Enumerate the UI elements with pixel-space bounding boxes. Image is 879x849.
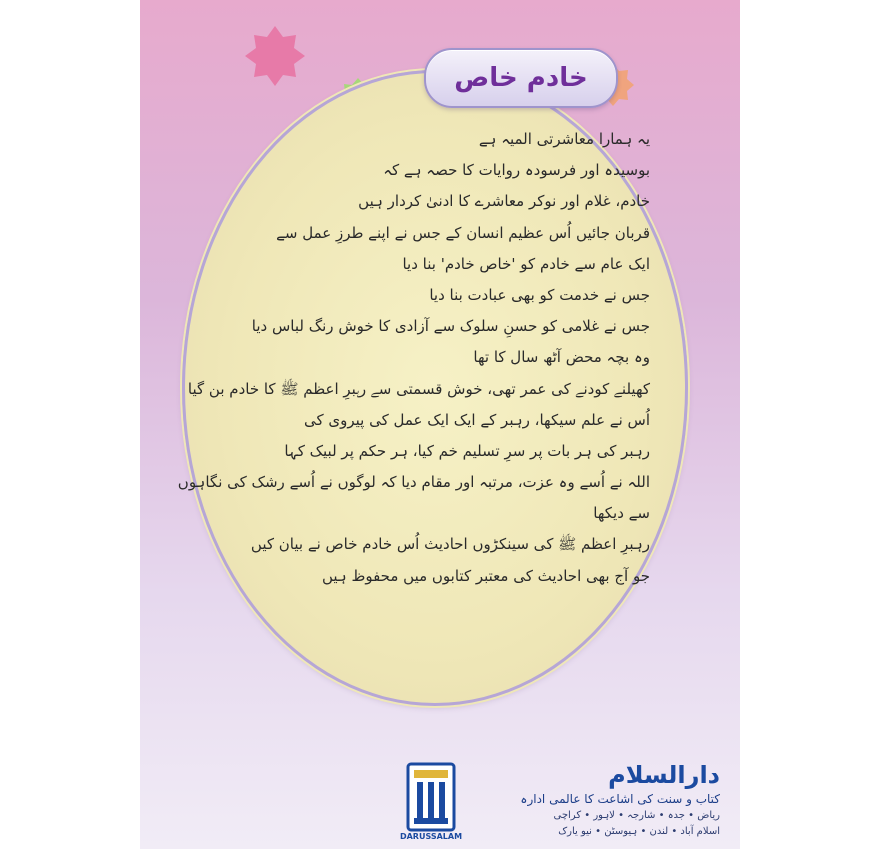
poem-line: رہبر کی ہر بات پر سرِ تسلیم خم کیا، ہر حکم پر لبیک کہا xyxy=(284,441,650,460)
publisher-cities-2: اسلام آباد • لندن • ہیوسٹن • نیو یارک xyxy=(558,826,720,837)
poem-line: رہبرِ اعظم ﷺ کی سینکڑوں احادیث اُس خادم خاص نے بیان کیں xyxy=(250,535,650,554)
poem-line: وہ بچہ محض آٹھ سال کا تھا xyxy=(473,348,650,367)
publisher-tagline: کتاب و سنت کی اشاعت کا عالمی ادارہ xyxy=(520,792,720,806)
logo-text: DARUSSALAM xyxy=(400,832,462,841)
poem-line: جس نے غلامی کو حسنِ سلوک سے آزادی کا خوش رنگ لباس دیا xyxy=(251,317,650,336)
poem-line: قربان جائیں اُس عظیم انسان کے جس نے اپنے طرزِ عمل سے xyxy=(276,223,650,242)
poem-line: بوسیدہ اور فرسودہ روایات کا حصہ ہے کہ xyxy=(383,161,650,180)
publisher-block xyxy=(470,760,720,840)
publisher-name: دارالسلام xyxy=(608,761,720,789)
publisher-cities-1: ریاض • جدہ • شارجہ • لاہور • کراچی xyxy=(553,810,720,821)
poem-line: جو آج بھی احادیث کی معتبر کتابوں میں محفوظ ہیں xyxy=(321,566,650,585)
poem-line: سے دیکھا xyxy=(593,504,650,523)
book-title: خادم خاص xyxy=(454,63,588,93)
poem-line: جس نے خدمت کو بھی عبادت بنا دیا xyxy=(429,285,650,304)
poem-line: یہ ہمارا معاشرتی المیہ ہے xyxy=(478,130,650,148)
star-decoration-pink xyxy=(243,24,307,88)
publisher-logo-icon xyxy=(400,760,462,842)
poem-text xyxy=(177,124,650,592)
poem-line: کھیلنے کودنے کی عمر تھی، خوش قسمتی سے رہبرِ اعظم ﷺ کا خادم بن گیا xyxy=(187,379,650,398)
poem-line: اللہ نے اُسے وہ عزت، مرتبہ اور مقام دیا کہ لوگوں نے اُسے رشک کی نگاہوں xyxy=(177,473,650,492)
book-cover xyxy=(140,0,740,849)
poem-line: اُس نے علم سیکھا، رہبر کے ایک ایک عمل کی پیروی کی xyxy=(303,410,650,429)
poem-line: خادم، غلام اور نوکر معاشرے کا ادنیٰ کردار ہیں xyxy=(358,192,650,211)
poem-line: ایک عام سے خادم کو 'خاص خادم' بنا دیا xyxy=(402,254,650,273)
title-badge xyxy=(424,48,618,108)
